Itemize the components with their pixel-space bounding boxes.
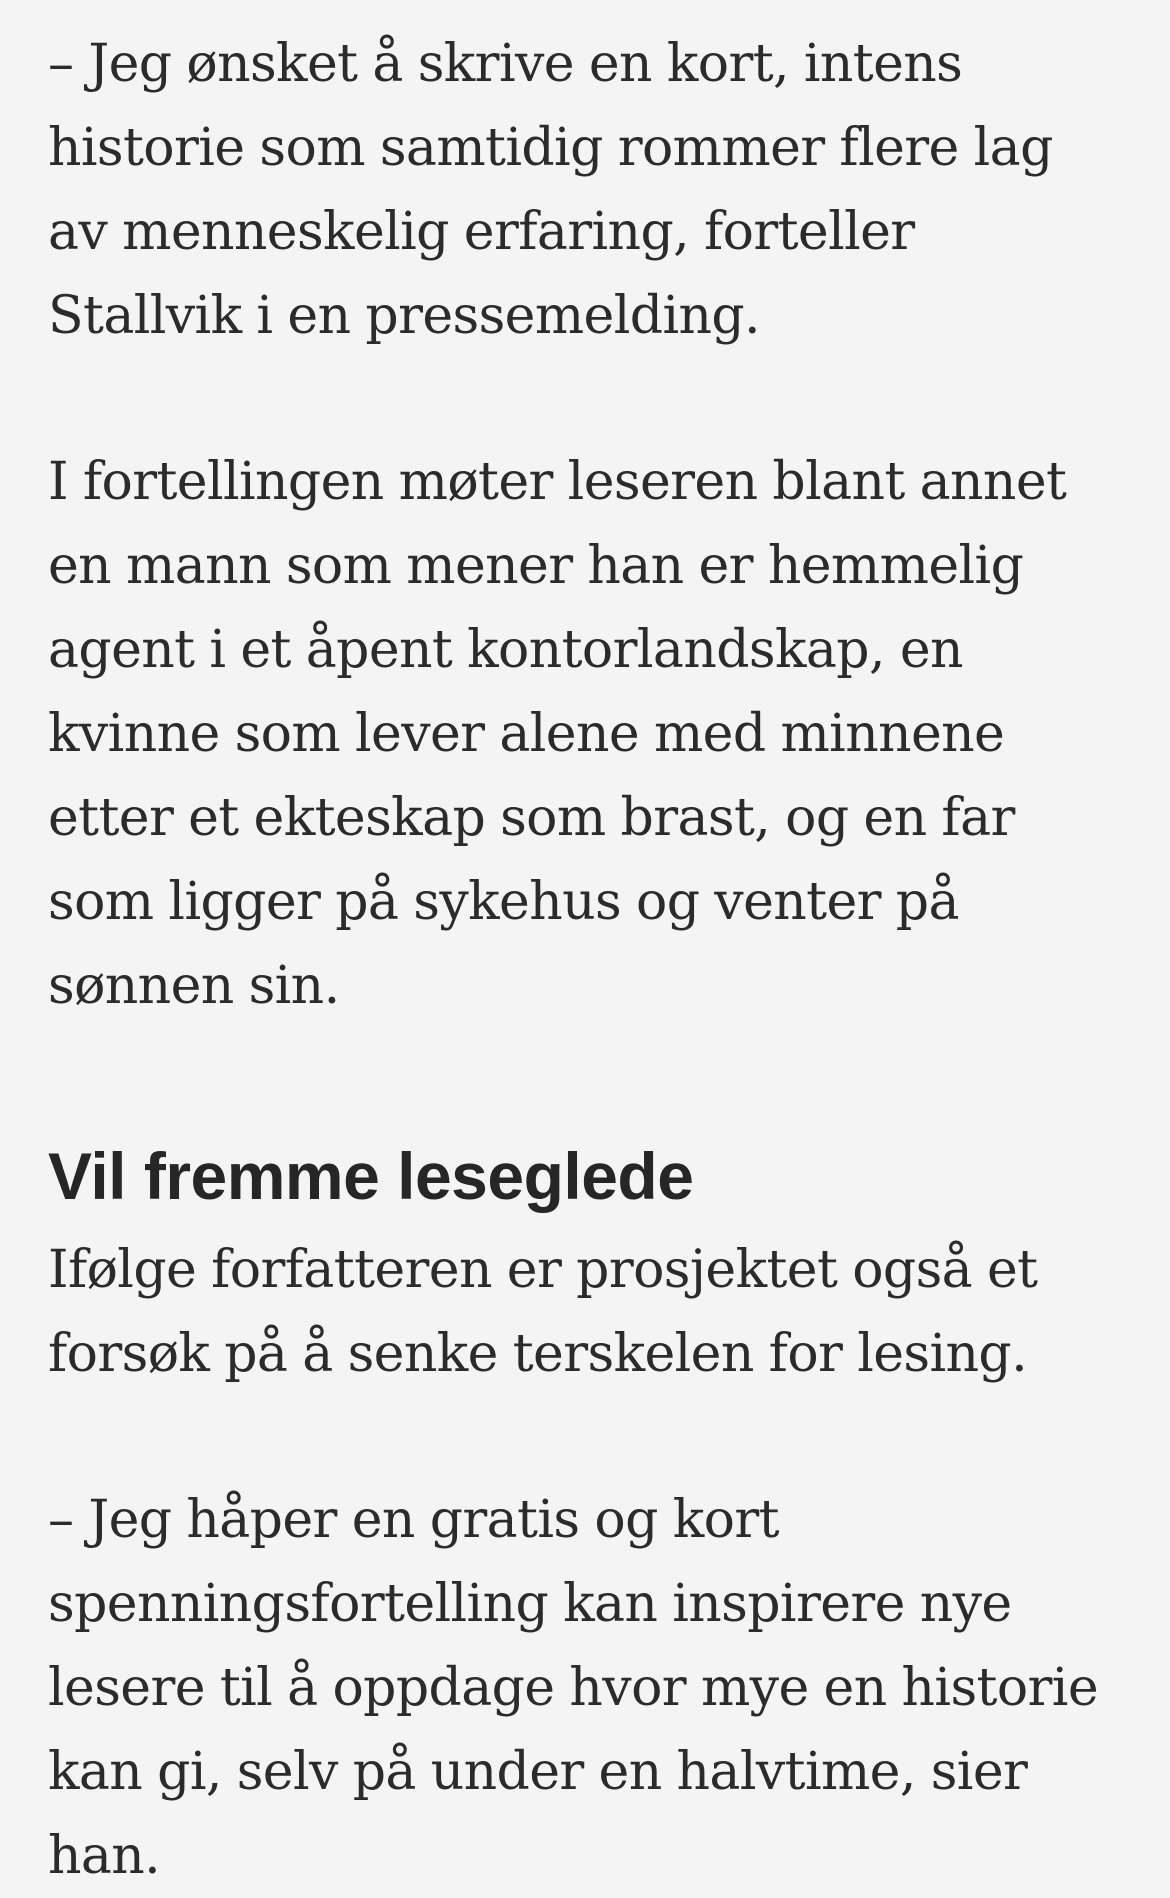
article-paragraph: Ifølge forfatteren er prosjektet også et forsøk på å senke terskelen for lesing. xyxy=(48,1240,1038,1384)
article-paragraph: – Jeg ønsket å skrive en kort, intens historie som samtidig rommer flere lag av menneskelig erfaring, forteller Stallvik i en pressemelding. xyxy=(48,34,1053,346)
article-paragraph: I fortellingen møter leseren blant annet en mann som mener han er hemmelig agent i et åpent kontorlandskap, en kvinne som lever alene med minnene etter et ekteskap som brast, og en far som ligger på sykehus og venter på sønnen sin. xyxy=(48,452,1067,1016)
article-paragraph: – Jeg håper en gratis og kort spenningsfortelling kan inspirere nye lesere til å oppdage hvor mye en historie kan gi, selv på under en halvtime, sier han. xyxy=(48,1490,1099,1886)
section-heading: Vil fremme leseglede xyxy=(48,1139,694,1213)
